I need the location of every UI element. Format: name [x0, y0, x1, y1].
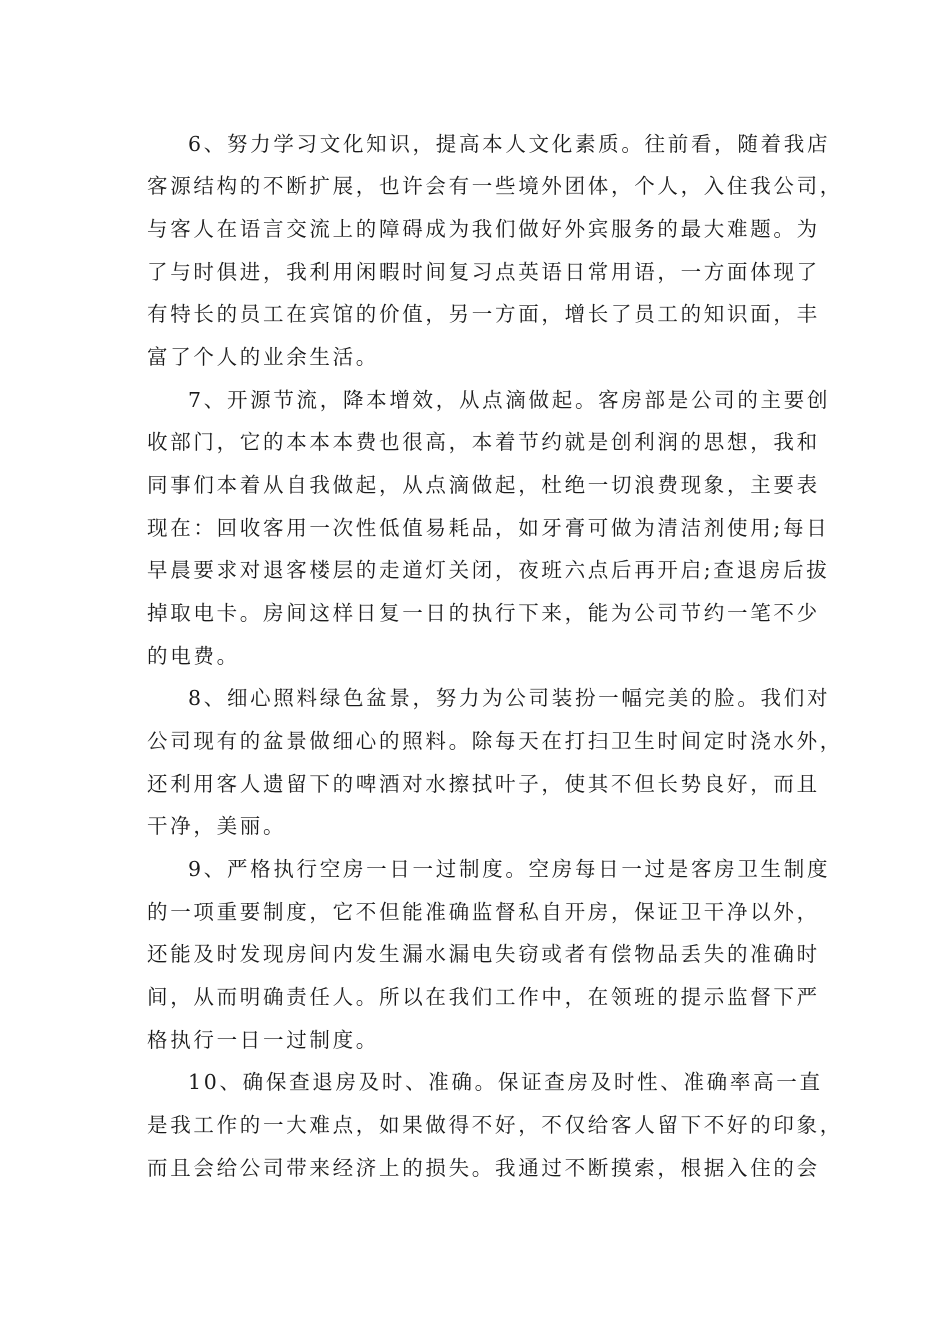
paragraph-10-line-2: 是我工作的一大难点，如果做得不好，不仅给客人留下不好的印象， — [147, 1113, 843, 1137]
paragraph-6-line-3: 与客人在语言交流上的障碍成为我们做好外宾服务的最大难题。为 — [147, 217, 820, 241]
paragraph-9-line-4: 间，从而明确责任人。所以在我们工作中，在领班的提示监督下严 — [147, 985, 820, 1009]
paragraph-6-line-1: 6、努力学习文化知识，提高本人文化素质。往前看，随着我店 — [188, 132, 831, 156]
paragraph-9-line-2: 的一项重要制度，它不但能准确监督私自开房，保证卫干净以外， — [147, 900, 820, 924]
paragraph-10-line-3: 而且会给公司带来经济上的损失。我通过不断摸索，根据入住的会 — [147, 1156, 820, 1180]
paragraph-6-line-5: 有特长的员工在宾馆的价值，另一方面，增长了员工的知识面，丰 — [147, 302, 820, 326]
paragraph-8-line-4: 干净，美丽。 — [147, 814, 287, 838]
paragraph-7-line-2: 收部门，它的本本本费也很高，本着节约就是创利润的思想，我和 — [147, 430, 820, 454]
paragraph-8-line-1: 8、细心照料绿色盆景，努力为公司装扮一幅完美的脸。我们对 — [188, 686, 831, 710]
paragraph-7-line-7: 的电费。 — [147, 644, 240, 668]
paragraph-8-line-3: 还利用客人遗留下的啤酒对水擦拭叶子，使其不但长势良好，而且 — [147, 772, 820, 796]
paragraph-6-line-4: 了与时俱进，我利用闲暇时间复习点英语日常用语，一方面体现了 — [147, 260, 820, 284]
paragraph-9-line-5: 格执行一日一过制度。 — [147, 1028, 379, 1052]
paragraph-9-line-1: 9、严格执行空房一日一过制度。空房每日一过是客房卫生制度 — [188, 857, 831, 881]
paragraph-7-line-1: 7、开源节流，降本增效，从点滴做起。客房部是公司的主要创 — [188, 388, 831, 412]
paragraph-7-line-4: 现在：回收客用一次性低值易耗品，如牙膏可做为清洁剂使用;每日 — [147, 516, 830, 540]
paragraph-7-line-6: 掉取电卡。房间这样日复一日的执行下来，能为公司节约一笔不少 — [147, 601, 820, 625]
paragraph-10-line-1: 10、确保查退房及时、准确。保证查房及时性、准确率高一直 — [188, 1070, 823, 1094]
paragraph-6-line-6: 富了个人的业余生活。 — [147, 345, 379, 369]
paragraph-6-line-2: 客源结构的不断扩展，也许会有一些境外团体，个人，入住我公司， — [147, 174, 843, 198]
paragraph-8-line-2: 公司现有的盆景做细心的照料。除每天在打扫卫生时间定时浇水外， — [147, 729, 843, 753]
paragraph-7-line-3: 同事们本着从自我做起，从点滴做起，杜绝一切浪费现象，主要表 — [147, 473, 820, 497]
paragraph-9-line-3: 还能及时发现房间内发生漏水漏电失窃或者有偿物品丢失的准确时 — [147, 942, 820, 966]
paragraph-7-line-5: 早晨要求对退客楼层的走道灯关闭，夜班六点后再开启;查退房后拔 — [147, 558, 830, 582]
